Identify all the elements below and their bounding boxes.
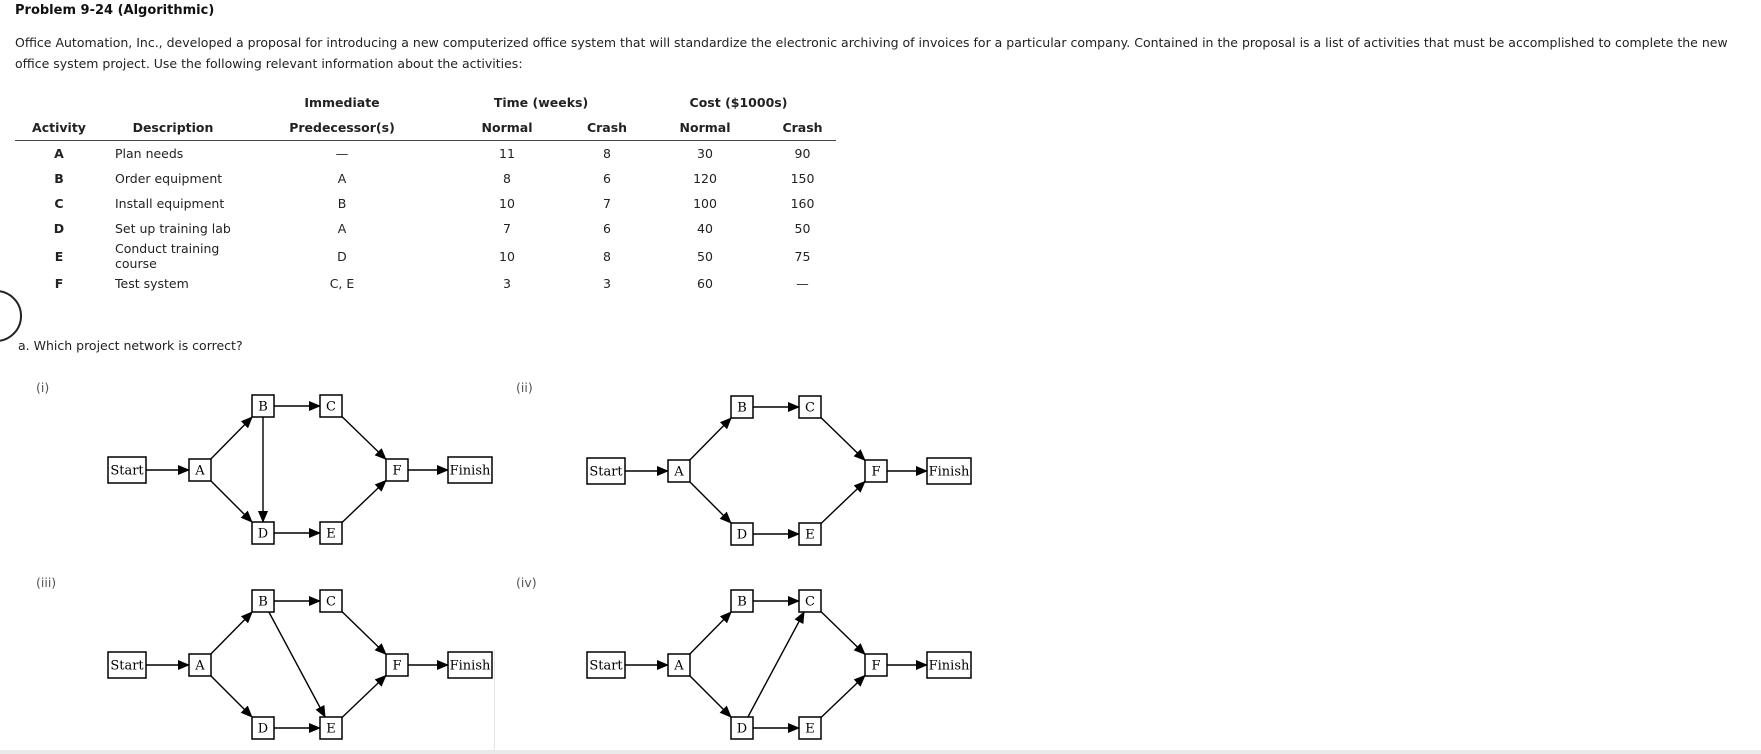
cell-time-crash: 8 (603, 248, 611, 264)
node-label: Finish (449, 463, 491, 479)
header-immediate: Immediate (304, 95, 380, 110)
cell-time-crash: 6 (603, 171, 611, 186)
node-finish (927, 652, 971, 678)
node-a (668, 654, 690, 676)
node-label: C (326, 594, 336, 610)
node-label: A (195, 658, 205, 674)
header-time-normal: Normal (441, 115, 573, 141)
node-label: F (871, 464, 881, 480)
header-description: Description (103, 115, 243, 141)
node-label: B (737, 594, 747, 610)
node-label: Start (110, 463, 144, 479)
cell-predecessor: C, E (329, 276, 355, 291)
node-label: B (258, 594, 268, 610)
cell-time-normal: 3 (503, 276, 511, 291)
edge-a-d (690, 676, 731, 717)
node-label: D (257, 721, 269, 737)
cell-cost-crash: 75 (794, 248, 811, 264)
cell-time-normal: 10 (499, 196, 515, 211)
cell-cost-crash: 50 (794, 221, 811, 236)
cell-predecessor: A (337, 221, 347, 236)
cell-time-normal: 11 (499, 146, 515, 161)
node-c (799, 590, 821, 612)
node-label: B (737, 400, 747, 416)
node-label: Finish (928, 464, 970, 480)
node-label: A (674, 658, 684, 674)
header-time: Time (weeks) (493, 95, 589, 110)
bottom-bar (0, 750, 1761, 754)
cell-description: Test system (115, 276, 189, 291)
problem-intro: Office Automation, Inc., developed a proposal for introducing a new computerized office system that will standardize the electronic archiving of invoices for a particular company. Contained in the proposal is a list of activities that must be accomplished to complete the new office system project. Use the following relevant information about the activities: (15, 35, 1728, 71)
node-label: D (257, 526, 269, 542)
cell-activity: E (54, 248, 64, 264)
problem-title: Problem 9-24 (Algorithmic) (15, 3, 215, 18)
header-time-crash: Crash (573, 115, 641, 141)
cell-description: Install equipment (115, 196, 225, 211)
header-cost: Cost ($1000s) (689, 95, 788, 110)
node-label: C (805, 400, 815, 416)
node-label: A (674, 464, 684, 480)
edge-e-f (821, 676, 865, 718)
cell-activity: B (54, 171, 64, 186)
edge-c-f (821, 612, 865, 655)
node-label: A (195, 463, 205, 479)
cell-cost-normal: 30 (697, 146, 713, 161)
option-iii-label[interactable]: (iii) (36, 575, 57, 590)
cell-cost-crash: 160 (790, 196, 815, 211)
node-label: F (871, 658, 881, 674)
header-cost-crash: Crash (769, 115, 836, 141)
node-label: Start (589, 658, 623, 674)
node-b (731, 590, 753, 612)
cell-activity: C (54, 196, 64, 211)
cell-predecessor: D (337, 248, 347, 264)
cell-cost-normal: 100 (693, 196, 717, 211)
node-label: Start (589, 464, 623, 480)
header-cost-normal: Normal (641, 115, 769, 141)
cell-time-normal: 10 (499, 248, 515, 264)
cell-cost-normal: 120 (693, 171, 717, 186)
node-d (731, 717, 753, 739)
node-label: Finish (449, 658, 491, 674)
cell-time-crash: 8 (603, 146, 611, 161)
node-e (799, 717, 821, 739)
node-label: C (326, 399, 336, 415)
option-i-label[interactable]: (i) (36, 380, 50, 395)
node-label: E (805, 527, 815, 543)
node-label: F (392, 658, 402, 674)
cell-time-crash: 7 (603, 196, 611, 211)
node-start (587, 652, 625, 678)
node-label: Start (110, 658, 144, 674)
header-activity: Activity (15, 115, 103, 141)
cell-cost-normal: 60 (697, 276, 713, 291)
edge-a-b (690, 612, 731, 654)
node-label: D (736, 527, 748, 543)
node-label: E (326, 721, 336, 737)
cell-description: Plan needs (115, 146, 184, 161)
cell-time-crash: 6 (603, 221, 611, 236)
edge-d-c (748, 612, 804, 717)
cell-cost-normal: 40 (697, 221, 713, 236)
cell-time-crash: 3 (603, 276, 611, 291)
divider (494, 650, 495, 754)
node-label: Finish (928, 658, 970, 674)
node-label: F (392, 463, 402, 479)
cell-cost-crash: 90 (794, 146, 811, 161)
node-label: B (258, 399, 268, 415)
cell-time-normal: 7 (503, 221, 511, 236)
cell-cost-crash: 150 (790, 171, 815, 186)
cell-activity: D (53, 221, 65, 236)
cell-predecessor: — (335, 146, 349, 161)
cell-description: Conduct training course (115, 241, 220, 271)
option-iv-label[interactable]: (iv) (516, 575, 537, 590)
node-label: E (326, 526, 336, 542)
cell-predecessor: B (337, 196, 347, 211)
cell-cost-crash: — (796, 276, 809, 291)
node-f (865, 654, 887, 676)
cell-activity: A (54, 146, 64, 161)
header-predecessor: Predecessor(s) (243, 115, 441, 141)
option-ii-label[interactable]: (ii) (516, 380, 533, 395)
cell-time-normal: 8 (503, 171, 511, 186)
node-label: D (736, 721, 748, 737)
node-label: E (805, 721, 815, 737)
cell-activity: F (54, 276, 64, 291)
node-label: C (805, 594, 815, 610)
cell-cost-normal: 50 (697, 248, 713, 264)
cell-predecessor: A (337, 171, 347, 186)
question-text: a. Which project network is correct? (18, 338, 243, 353)
cell-description: Set up training lab (115, 221, 231, 236)
cell-description: Order equipment (115, 171, 223, 186)
